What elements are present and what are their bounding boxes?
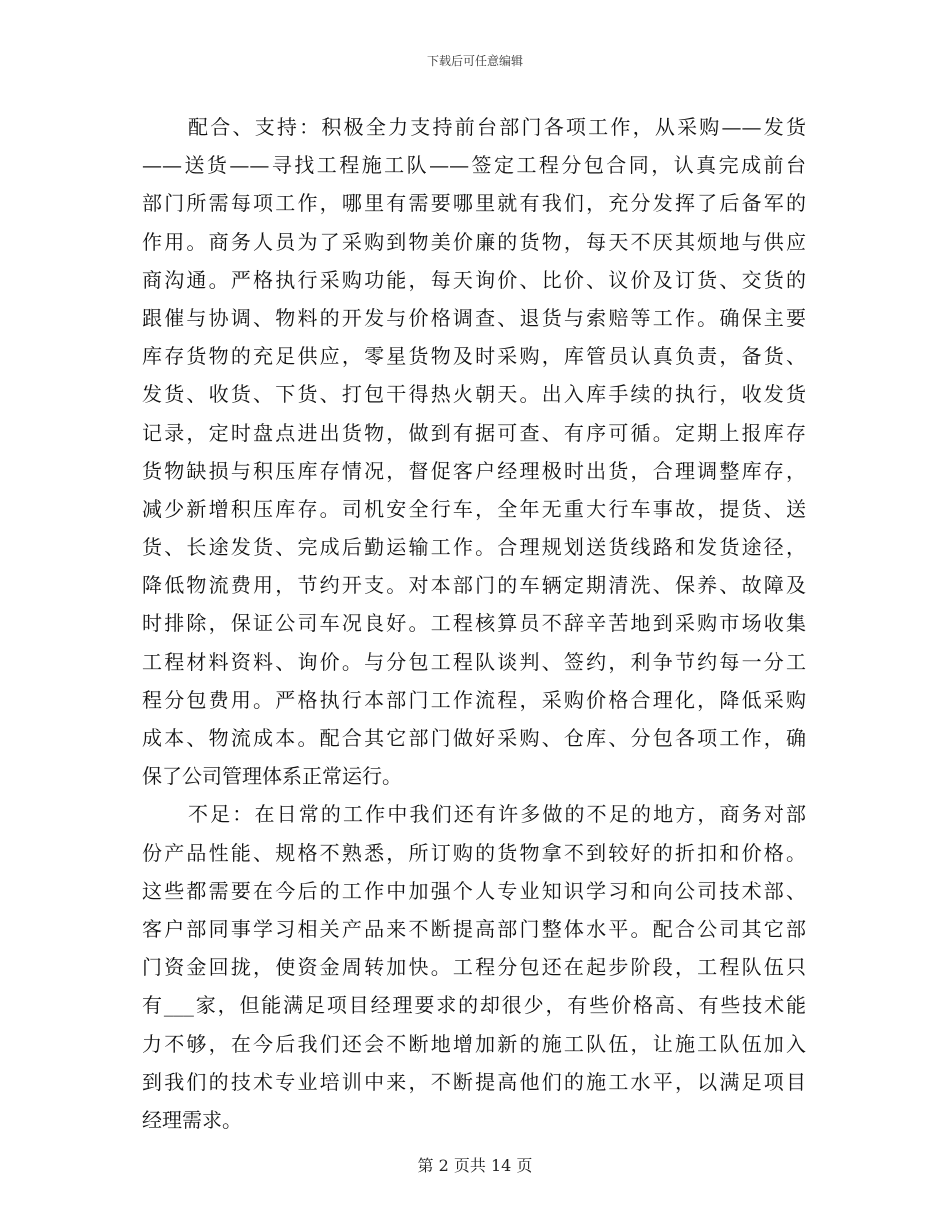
paragraph-2-line: 门资金回拢，使资金周转加快。工程分包还在起步阶段，工程队伍只 [142,955,806,980]
paragraph-1-line: 降低物流费用，节约开支。对本部门的车辆定期清洗、保养、故障及 [142,573,806,598]
paragraph-2-line: 力不够，在今后我们还会不断地增加新的施工队伍，让施工队伍加入 [142,1031,806,1056]
document-body [142,108,806,1139]
page-number: 第 2 页共 14 页 [417,1156,533,1175]
paragraph-1-line: 货、长途发货、完成后勤运输工作。合理规划送货线路和发货途径， [142,535,806,560]
paragraph-1-line: 程分包费用。严格执行本部门工作流程，采购价格合理化，降低采购 [142,687,806,712]
paragraph-1-line: 作用。商务人员为了采购到物美价廉的货物，每天不厌其烦地与供应 [142,229,806,254]
paragraph-1-line: 记录，定时盘点进出货物，做到有据可查、有序可循。定期上报库存 [142,420,806,445]
paragraph-1-line: ——送货——寻找工程施工队——签定工程分包合同，认真完成前台 [142,153,806,178]
paragraph-1-line: 配合、支持：积极全力支持前台部门各项工作，从采购——发货 [188,115,806,139]
paragraph-1-line: 时排除，保证公司车况良好。工程核算员不辞辛苦地到采购市场收集 [142,611,806,636]
paragraph-1-line: 库存货物的充足供应，零星货物及时采购，库管员认真负责，备货、 [142,344,806,369]
paragraph-2-line: 有___家，但能满足项目经理要求的却很少，有些价格高、有些技术能 [142,993,806,1018]
paragraph-2-line: 份产品性能、规格不熟悉，所订购的货物拿不到较好的折扣和价格。 [142,840,806,865]
paragraph-2-line: 这些都需要在今后的工作中加强个人专业知识学习和向公司技术部、 [142,878,806,903]
paragraph-2-line: 到我们的技术专业培训中来，不断提高他们的施工水平，以满足项目 [142,1069,806,1094]
paragraph-1-line: 货物缺损与积压库存情况，督促客户经理极时出货，合理调整库存， [142,458,806,483]
paragraph-1-line: 保了公司管理体系正常运行。 [142,764,402,789]
paragraph-1-line: 部门所需每项工作，哪里有需要哪里就有我们，充分发挥了后备军的 [142,191,806,216]
paragraph-2-line: 客户部同事学习相关产品来不断提高部门整体水平。配合公司其它部 [142,916,806,941]
paragraph-2-line: 经理需求。 [142,1107,242,1132]
paragraph-1-line: 减少新增积压库存。司机安全行车，全年无重大行车事故，提货、送 [142,496,806,521]
paragraph-1-line: 商沟通。严格执行采购功能，每天询价、比价、议价及订货、交货的 [142,267,806,292]
paragraph-1-line: 成本、物流成本。配合其它部门做好采购、仓库、分包各项工作，确 [142,726,806,750]
paragraph-1-line: 发货、收货、下货、打包干得热火朝天。出入库手续的执行，收发货 [142,382,806,407]
paragraph-1-line: 跟催与协调、物料的开发与价格调查、退货与索赔等工作。确保主要 [142,305,806,330]
paragraph-2-line: 不足：在日常的工作中我们还有许多做的不足的地方，商务对部 [188,802,806,827]
paragraph-1-line: 工程材料资料、询价。与分包工程队谈判、签约，利争节约每一分工 [142,649,806,674]
page-header: 下载后可任意编辑 [426,54,523,68]
